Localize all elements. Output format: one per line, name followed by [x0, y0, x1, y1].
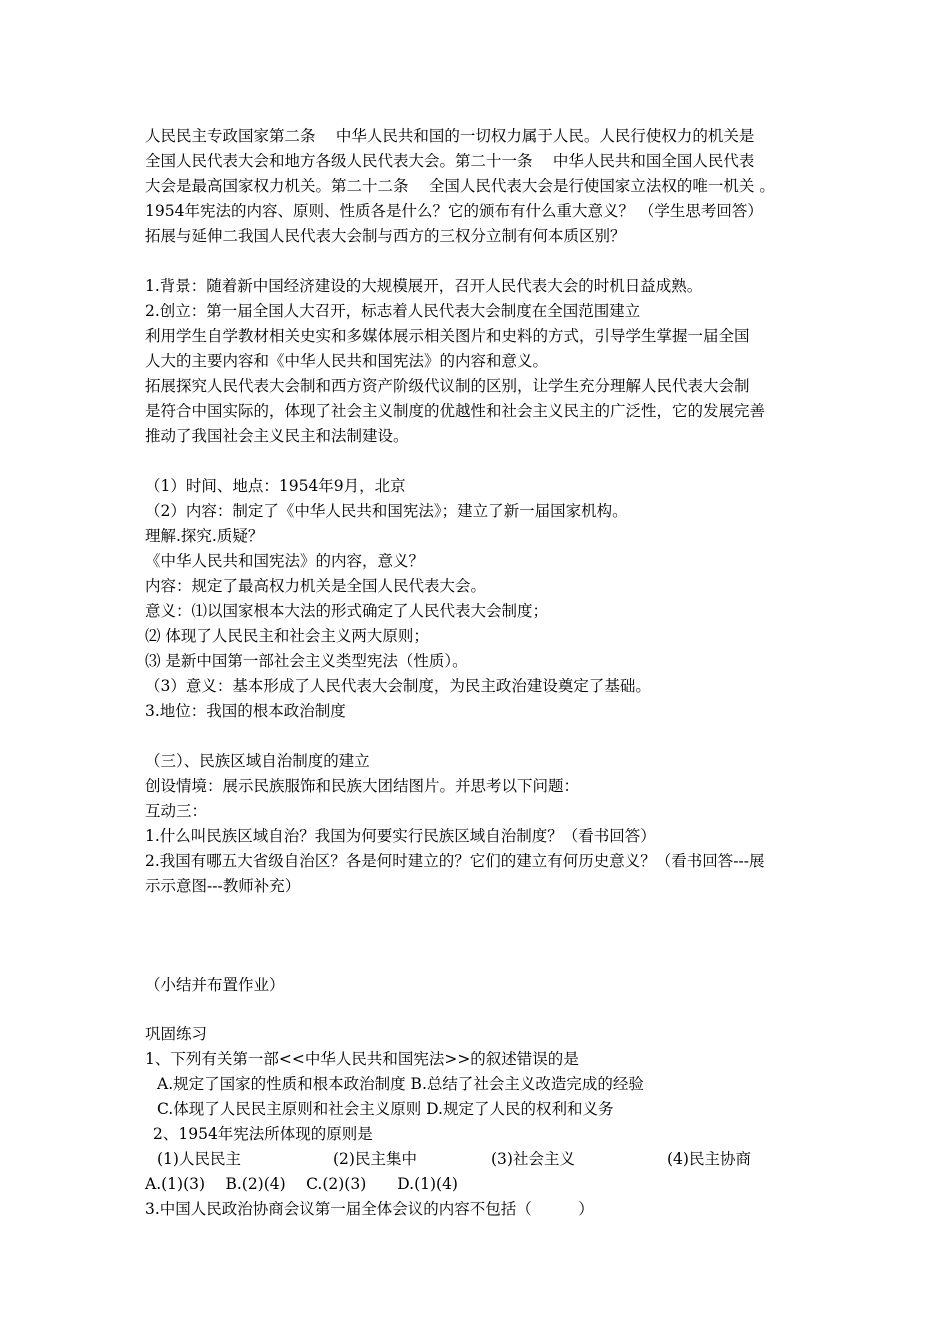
- text-line: 利用学生自学教材相关史实和多媒体展示相关图片和史料的方式，引导学生掌握一届全国: [145, 327, 750, 345]
- question-2: 2、1954年宪法所体现的原则是: [153, 1125, 373, 1143]
- question-1: 1、下列有关第一部<<中华人民共和国宪法>>的叙述错误的是: [145, 1050, 579, 1068]
- text-line: 1954年宪法的内容、原则、性质各是什么？它的颁布有什么重大意义？ （学生思考回答）: [145, 202, 763, 220]
- exercise-heading: 巩固练习: [145, 1025, 208, 1043]
- text-line: 大会是最高国家权力机关。第二十二条 全国人民代表大会是行使国家立法权的唯一机关 。: [145, 177, 775, 195]
- text-line: 示示意图---教师补充）: [145, 877, 301, 895]
- text-line: 是符合中国实际的，体现了社会主义制度的优越性和社会主义民主的广泛性，它的发展完善: [145, 402, 766, 420]
- text-line: 人大的主要内容和《中华人民共和国宪法》的内容和意义。: [145, 352, 549, 370]
- section-heading: （三）、民族区域自治制度的建立: [145, 752, 370, 770]
- text-line: 1.什么叫民族区域自治？我国为何要实行民族区域自治制度？（看书回答）: [145, 827, 656, 845]
- text-line: 人民民主专政国家第二条 中华人民共和国的一切权力属于人民。人民行使权力的机关是: [145, 127, 755, 145]
- question-3: 3.中国人民政治协商会议第一届全体会议的内容不包括（ ）: [145, 1200, 594, 1218]
- text-line: （3）意义：基本形成了人民代表大会制度，为民主政治建设奠定了基础。: [145, 677, 651, 695]
- text-line: 全国人民代表大会和地方各级人民代表大会。第二十一条 中华人民共和国全国人民代表: [145, 152, 755, 170]
- text-line: 创设情境：展示民族服饰和民族大团结图片。并思考以下问题：: [145, 777, 580, 795]
- text-line: （1）时间、地点：1954年9月，北京: [145, 477, 406, 495]
- question-1-options-ab: A.规定了国家的性质和根本政治制度 B.总结了社会主义改造完成的经验: [157, 1075, 644, 1093]
- text-line: 1.背景：随着新中国经济建设的大规模展开，召开人民代表大会的时机日益成熟。: [145, 277, 703, 295]
- text-line: 《中华人民共和国宪法》的内容，意义？: [145, 552, 425, 570]
- text-line: 拓展与延伸二我国人民代表大会制与西方的三权分立制有何本质区别？: [145, 227, 626, 245]
- text-line: 互动三：: [145, 802, 208, 820]
- question-2-item: (3)社会主义: [491, 1150, 575, 1168]
- question-1-options-cd: C.体现了人民民主原则和社会主义原则 D.规定了人民的权利和义务: [157, 1100, 614, 1118]
- text-line: 理解.探究.质疑？: [145, 527, 264, 545]
- text-line: 2.创立：第一届全国人大召开，标志着人民代表大会制度在全国范围建立: [145, 302, 641, 320]
- text-line: 2.我国有哪五大省级自治区？各是何时建立的？它们的建立有何历史意义？（看书回答---展: [145, 852, 765, 870]
- text-line: （小结并布置作业）: [145, 976, 285, 994]
- text-line: 推动了我国社会主义民主和法制建设。: [145, 427, 409, 445]
- question-2-item: (2)民主集中: [333, 1150, 417, 1168]
- text-line: ⑵ 体现了人民民主和社会主义两大原则；: [145, 627, 429, 645]
- text-line: 拓展探究人民代表大会制和西方资产阶级代议制的区别，让学生充分理解人民代表大会制: [145, 377, 750, 395]
- question-2-item: (4)民主协商: [667, 1150, 751, 1168]
- question-2-item: (1)人民民主: [157, 1150, 241, 1168]
- question-2-items: [0, 1149, 950, 1169]
- text-line: 内容：规定了最高权力机关是全国人民代表大会。: [145, 577, 487, 595]
- text-line: （2）内容：制定了《中华人民共和国宪法》；建立了新一届国家机构。: [145, 502, 628, 520]
- text-line: 意义：⑴以国家根本大法的形式确定了人民代表大会制度；: [145, 602, 549, 620]
- text-line: ⑶ 是新中国第一部社会主义类型宪法（性质）。: [145, 652, 468, 670]
- question-2-answers: A.(1)(3) B.(2)(4) C.(2)(3) D.(1)(4): [145, 1175, 458, 1193]
- text-line: 3.地位：我国的根本政治制度: [145, 702, 346, 720]
